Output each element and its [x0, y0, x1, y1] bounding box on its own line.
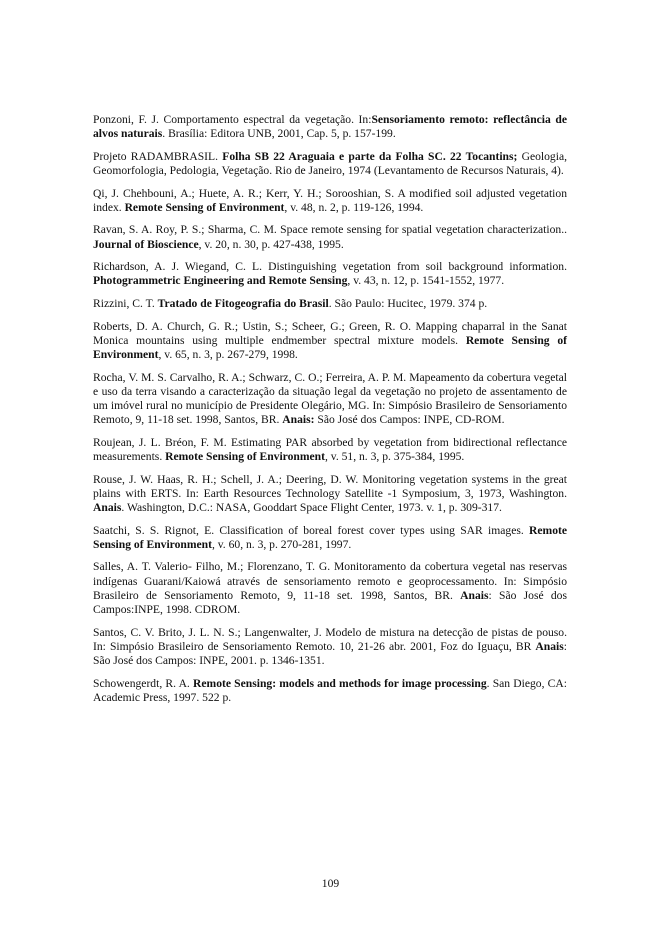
reference-entry — [93, 473, 567, 516]
reference-text: Projeto RADAMBRASIL. — [93, 149, 223, 163]
reference-title: Anais — [93, 500, 122, 514]
reference-text: , v. 60, n. 3, p. 270-281, 1997. — [211, 537, 352, 551]
reference-title: Folha SB 22 Araguaia e parte da Folha SC. 22 Tocantins; — [222, 149, 518, 163]
reference-text: Rocha, V. M. S. Carvalho, R. A.; Schwarz, C. O.; Ferreira, A. P. M. Mapeamento da cobertura vegetal e uso da terra visando a caracterização da situação legal da vegetação no projeto de assentamento de um imóvel rural no município de Presidente Olegário, MG. In: Simpósio Brasileiro de Sensoriamento Remoto, 9, 11-18 set. 1998, Santos, BR. — [93, 370, 567, 427]
reference-title: Anais — [535, 639, 564, 653]
reference-text: , v. 65, n. 3, p. 267-279, 1998. — [158, 347, 298, 361]
reference-text: Rouse, J. W. Haas, R. H.; Schell, J. A.; Deering, D. W. Monitoring vegetation systems in the great plains with ERTS. In: Earth Resources Technology Satellite -1 Symposium, 3, 1973, Washington. — [93, 472, 567, 500]
reference-text: Richardson, A. J. Wiegand, C. L. Distinguishing vegetation from soil background information. — [93, 260, 567, 274]
reference-text: Rizzini, C. T. — [93, 296, 158, 310]
reference-list — [93, 113, 567, 713]
reference-text: . San Diego, CA: Academic Press, 1997. 522 p. — [93, 676, 567, 704]
reference-title: Remote Sensing: models and methods for image processing — [193, 676, 487, 690]
reference-entry — [93, 371, 567, 428]
reference-entry — [93, 260, 567, 288]
reference-text: . Washington, D.C.: NASA, Gooddart Space Flight Center, 1973. v. 1, p. 309-317. — [121, 500, 502, 514]
reference-entry — [93, 560, 567, 617]
reference-text: : São José dos Campos:INPE, 1998. CDROM. — [93, 588, 567, 616]
reference-text: Salles, A. T. Valerio- Filho, M.; Florenzano, T. G. Monitoramento da cobertura vegetal nas reservas indígenas Guarani/Kaiowá através de sensoriamento remoto e geoprocessamento. In: Simpósio Brasileiro de Sensoriamento Remoto, 9, 11-18 set. 1998, Santos, BR. — [93, 560, 567, 602]
reference-text: , v. 43, n. 12, p. 1541-1552, 1977. — [347, 274, 505, 288]
reference-entry — [93, 223, 567, 251]
reference-entry — [93, 187, 567, 215]
reference-entry — [93, 436, 567, 464]
reference-entry — [93, 320, 567, 363]
reference-entry — [93, 677, 567, 705]
reference-text: Roberts, D. A. Church, G. R.; Ustin, S.; Scheer, G.; Green, R. O. Mapping chaparral in the Sanat Monica mountains using multiple endmember spectral mixture models. — [93, 319, 567, 347]
reference-text: , v. 51, n. 3, p. 375-384, 1995. — [324, 449, 465, 463]
reference-text: Saatchi, S. S. Rignot, E. Classification of boreal forest cover types using SAR images. — [93, 523, 530, 537]
reference-title: Journal of Bioscience — [93, 237, 199, 251]
reference-entry — [93, 113, 567, 141]
page-number: 109 — [321, 877, 340, 890]
reference-title: Remote Sensing of Environment — [165, 449, 325, 463]
reference-title: Anais — [460, 588, 489, 602]
reference-title: Tratado de Fitogeografia do Brasil — [157, 296, 329, 310]
reference-text: , v. 48, n. 2, p. 119-126, 1994. — [284, 200, 424, 214]
reference-text: . Brasília: Editora UNB, 2001, Cap. 5, p. 157-199. — [162, 127, 396, 141]
reference-title: Photogrammetric Engineering and Remote Sensing — [93, 274, 348, 288]
reference-text: : São José dos Campos: INPE, 2001. p. 1346-1351. — [93, 639, 567, 667]
reference-title: Remote Sensing of Environment — [93, 333, 567, 361]
reference-text: São José dos Campos: INPE, CD-ROM. — [314, 413, 505, 427]
reference-text: Geologia, Geomorfologia, Pedologia, Vegetação. Rio de Janeiro, 1974 (Levantamento de Recursos Naturais, 4). — [93, 149, 567, 177]
reference-text: Ponzoni, F. J. Comportamento espectral da vegetação. In: — [93, 113, 372, 126]
reference-title: Anais: — [282, 413, 315, 427]
reference-text: Schowengerdt, R. A. — [93, 676, 194, 690]
reference-text: , v. 20, n. 30, p. 427-438, 1995. — [198, 237, 344, 251]
reference-entry — [93, 626, 567, 669]
reference-title: Remote Sensing of Environment — [93, 523, 567, 551]
reference-title: Sensoriamento remoto: reflectância de alvos naturais — [93, 113, 567, 141]
reference-text: Qi, J. Chehbouni, A.; Huete, A. R.; Kerr, Y. H.; Sorooshian, S. A modified soil adjusted vegetation index. — [93, 186, 567, 214]
reference-text: Santos, C. V. Brito, J. L. N. S.; Langenwalter, J. Modelo de mistura na detecção de pistas de pouso. In: Simpósio Brasileiro de Sensoriamento Remoto. 10, 21-26 abr. 2001, Foz do Iguaçu, BR — [93, 625, 567, 653]
reference-title: Remote Sensing of Environment — [124, 200, 285, 214]
reference-entry — [93, 150, 567, 178]
reference-entry — [93, 524, 567, 552]
reference-text: Ravan, S. A. Roy, P. S.; Sharma, C. M. Space remote sensing for spatial vegetation characterization.. — [93, 223, 567, 237]
reference-text: Roujean, J. L. Bréon, F. M. Estimating PAR absorbed by vegetation from bidirectional reflectance measurements. — [93, 435, 567, 463]
reference-text: . São Paulo: Hucitec, 1979. 374 p. — [328, 296, 488, 310]
reference-entry — [93, 297, 567, 311]
